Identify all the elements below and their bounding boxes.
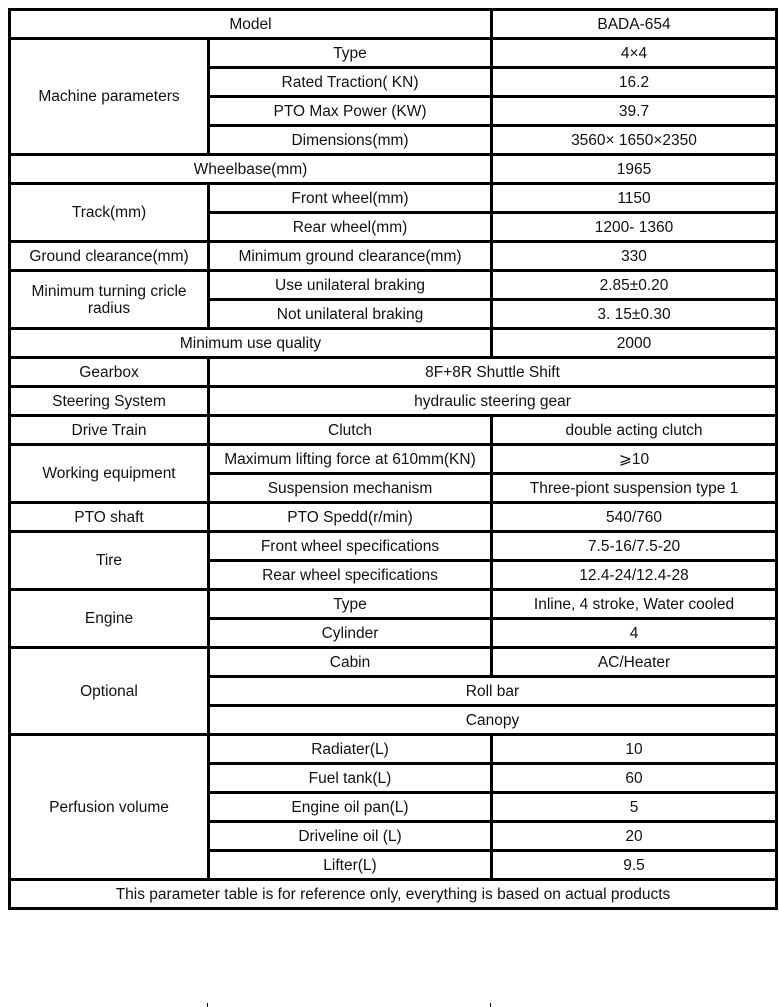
param-label: Wheelbase(mm) (10, 155, 492, 184)
param-value: 1200- 1360 (492, 213, 777, 242)
param-label: Front wheel(mm) (209, 184, 492, 213)
group-label: Track(mm) (10, 184, 209, 242)
param-value: ⩾10 (492, 445, 777, 474)
table-row (10, 184, 777, 213)
group-label: Machine parameters (10, 39, 209, 155)
group-label: Minimum turning cricle radius (10, 271, 209, 329)
table-row (10, 416, 777, 445)
param-value: 3. 15±0.30 (492, 300, 777, 329)
table-row (10, 590, 777, 619)
table-row (10, 39, 777, 68)
param-label: Minimum use quality (10, 329, 492, 358)
group-label: Working equipment (10, 445, 209, 503)
param-value: 4×4 (492, 39, 777, 68)
param-label: Use unilateral braking (209, 271, 492, 300)
group-label: Optional (10, 648, 209, 735)
param-value: Three-piont suspension type 1 (492, 474, 777, 503)
param-label: Minimum ground clearance(mm) (209, 242, 492, 271)
param-value: 9.5 (492, 851, 777, 880)
table-row (10, 445, 777, 474)
param-label: Front wheel specifications (209, 532, 492, 561)
param-label: Not unilateral braking (209, 300, 492, 329)
table-row (10, 358, 777, 387)
param-value: 540/760 (492, 503, 777, 532)
table-row (10, 242, 777, 271)
param-value: Canopy (209, 706, 777, 735)
group-label: Steering System (10, 387, 209, 416)
group-label: Engine (10, 590, 209, 648)
param-label: Cabin (209, 648, 492, 677)
param-label: Maximum lifting force at 610mm(KN) (209, 445, 492, 474)
param-label: Fuel tank(L) (209, 764, 492, 793)
footer-note: This parameter table is for reference only, everything is based on actual products (10, 880, 777, 909)
param-value: 2.85±0.20 (492, 271, 777, 300)
param-value: 5 (492, 793, 777, 822)
param-value: 12.4-24/12.4-28 (492, 561, 777, 590)
param-value: 2000 (492, 329, 777, 358)
param-value: 4 (492, 619, 777, 648)
param-value: double acting clutch (492, 416, 777, 445)
table-row (10, 880, 777, 909)
divider (207, 1003, 208, 1007)
param-value: 16.2 (492, 68, 777, 97)
param-value: 330 (492, 242, 777, 271)
group-label: Gearbox (10, 358, 209, 387)
group-label: Drive Train (10, 416, 209, 445)
param-label: Rated Traction( KN) (209, 68, 492, 97)
param-label: Suspension mechanism (209, 474, 492, 503)
table-row (10, 271, 777, 300)
table-row (10, 155, 777, 184)
param-value: 39.7 (492, 97, 777, 126)
param-label: Engine oil pan(L) (209, 793, 492, 822)
group-label: Perfusion volume (10, 735, 209, 880)
param-value: Inline, 4 stroke, Water cooled (492, 590, 777, 619)
group-label: PTO shaft (10, 503, 209, 532)
table-row (10, 10, 777, 39)
spec-table (8, 8, 778, 910)
param-value: 60 (492, 764, 777, 793)
group-label: Tire (10, 532, 209, 590)
group-label: Ground clearance(mm) (10, 242, 209, 271)
table-row (10, 648, 777, 677)
param-value: 1965 (492, 155, 777, 184)
param-label: Type (209, 39, 492, 68)
model-value: BADA-654 (492, 10, 777, 39)
param-label: Radiater(L) (209, 735, 492, 764)
param-label: Dimensions(mm) (209, 126, 492, 155)
param-value: 10 (492, 735, 777, 764)
param-value: 20 (492, 822, 777, 851)
param-value: hydraulic steering gear (209, 387, 777, 416)
param-value: AC/Heater (492, 648, 777, 677)
table-row (10, 532, 777, 561)
param-label: Rear wheel specifications (209, 561, 492, 590)
param-label: Type (209, 590, 492, 619)
param-label: PTO Spedd(r/min) (209, 503, 492, 532)
param-value: 1150 (492, 184, 777, 213)
param-value: 7.5-16/7.5-20 (492, 532, 777, 561)
param-label: PTO Max Power (KW) (209, 97, 492, 126)
model-label: Model (10, 10, 492, 39)
param-value: 3560× 1650×2350 (492, 126, 777, 155)
table-row (10, 503, 777, 532)
param-label: Rear wheel(mm) (209, 213, 492, 242)
param-label: Cylinder (209, 619, 492, 648)
param-value: Roll bar (209, 677, 777, 706)
table-row (10, 329, 777, 358)
param-label: Clutch (209, 416, 492, 445)
table-row (10, 387, 777, 416)
table-row (10, 735, 777, 764)
param-label: Driveline oil (L) (209, 822, 492, 851)
divider (490, 1003, 491, 1007)
param-label: Lifter(L) (209, 851, 492, 880)
param-value: 8F+8R Shuttle Shift (209, 358, 777, 387)
